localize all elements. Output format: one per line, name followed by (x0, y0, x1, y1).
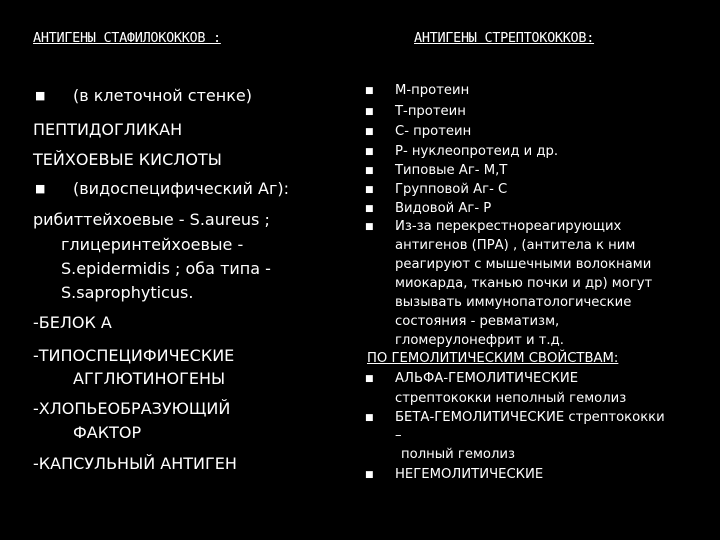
clumping-factor-line: -ХЛОПЬЕОБРАЗУЮЩИЙ (33, 399, 231, 418)
continuation-line: миокарда, тканью почки и др) могут (395, 276, 653, 291)
square-bullet-icon: ■ (365, 86, 374, 96)
continuation-line: состояния - ревматизм, (395, 314, 560, 329)
item-text: АЛЬФА-ГЕМОЛИТИЧЕСКИЕ (395, 371, 579, 386)
item-text: БЕТА-ГЕМОЛИТИЧЕСКИЕ стрептококки (395, 410, 665, 425)
square-bullet-icon: ■ (35, 89, 46, 102)
hemolytic-properties-subheading: ПО ГЕМОЛИТИЧЕСКИМ СВОЙСТВАМ: (367, 351, 619, 366)
square-bullet-icon: ■ (365, 204, 374, 214)
square-bullet-icon: ■ (35, 182, 46, 195)
beta-hemolytic-dash: – (395, 428, 402, 443)
teichoic-acids-line: ТЕЙХОЕВЫЕ КИСЛОТЫ (33, 150, 222, 169)
item-text: Р- нуклеопротеид и др. (395, 144, 559, 159)
agglutinogens-line: АГГЛЮТИНОГЕНЫ (73, 369, 226, 388)
factor-line: ФАКТОР (73, 423, 142, 442)
left-bullet-item-1 (33, 84, 252, 108)
continuation-line: реагируют с мышечными волокнами (395, 257, 652, 272)
item-text: НЕГЕМОЛИТИЧЕСКИЕ (395, 467, 544, 482)
item-text: Из-за перекрестнореагирующих (395, 219, 622, 234)
item-text: С- протеин (395, 124, 472, 139)
staphylococcus-heading: АНТИГЕНЫ СТАФИЛОКОККОВ : (33, 30, 221, 46)
square-bullet-icon: ■ (365, 374, 374, 384)
capsular-antigen-line: -КАПСУЛЬНЫЙ АНТИГЕН (33, 454, 237, 473)
square-bullet-icon: ■ (365, 413, 374, 423)
square-bullet-icon: ■ (365, 470, 374, 480)
item-text: Видовой Аг- Р (395, 201, 492, 216)
peptidoglycan-line: ПЕПТИДОГЛИКАН (33, 120, 183, 139)
item-text: Типовые Аг- М,Т (395, 163, 508, 178)
cell-wall-note: (в клеточной стенке) (73, 86, 252, 105)
square-bullet-icon: ■ (365, 127, 374, 137)
continuation-line: антигенов (ПРА) , (антитела к ним (395, 238, 636, 253)
left-bullet-item-2 (33, 177, 289, 201)
type-specific-line: -ТИПОСПЕЦИФИЧЕСКИЕ (33, 346, 235, 365)
square-bullet-icon: ■ (365, 147, 374, 157)
saprophyticus-line: S.saprophyticus. (61, 283, 194, 302)
streptococcus-heading: АНТИГЕНЫ СТРЕПТОКОККОВ: (414, 30, 595, 46)
epidermidis-line: S.epidermidis ; оба типа - (61, 259, 271, 278)
protein-a-line: -БЕЛОК А (33, 313, 112, 332)
alpha-hemolytic-desc: стрептококки неполный гемолиз (395, 391, 627, 406)
item-text: Т-протеин (395, 104, 466, 119)
glycerol-teichoic-line: глицеринтейхоевые - (61, 235, 244, 254)
square-bullet-icon: ■ (365, 185, 374, 195)
square-bullet-icon: ■ (365, 107, 374, 117)
continuation-line: вызывать иммунопатологические (395, 295, 632, 310)
square-bullet-icon: ■ (365, 166, 374, 176)
ribitol-teichoic-line: рибиттейхоевые - S.aureus ; (33, 210, 270, 229)
continuation-line: гломерулонефрит и т.д. (395, 333, 564, 348)
item-text: Групповой Аг- С (395, 182, 508, 197)
item-text: М-протеин (395, 83, 470, 98)
square-bullet-icon: ■ (365, 222, 374, 232)
species-specific-note: (видоспецифический Аг): (73, 179, 290, 198)
beta-hemolytic-desc: полный гемолиз (401, 447, 515, 462)
